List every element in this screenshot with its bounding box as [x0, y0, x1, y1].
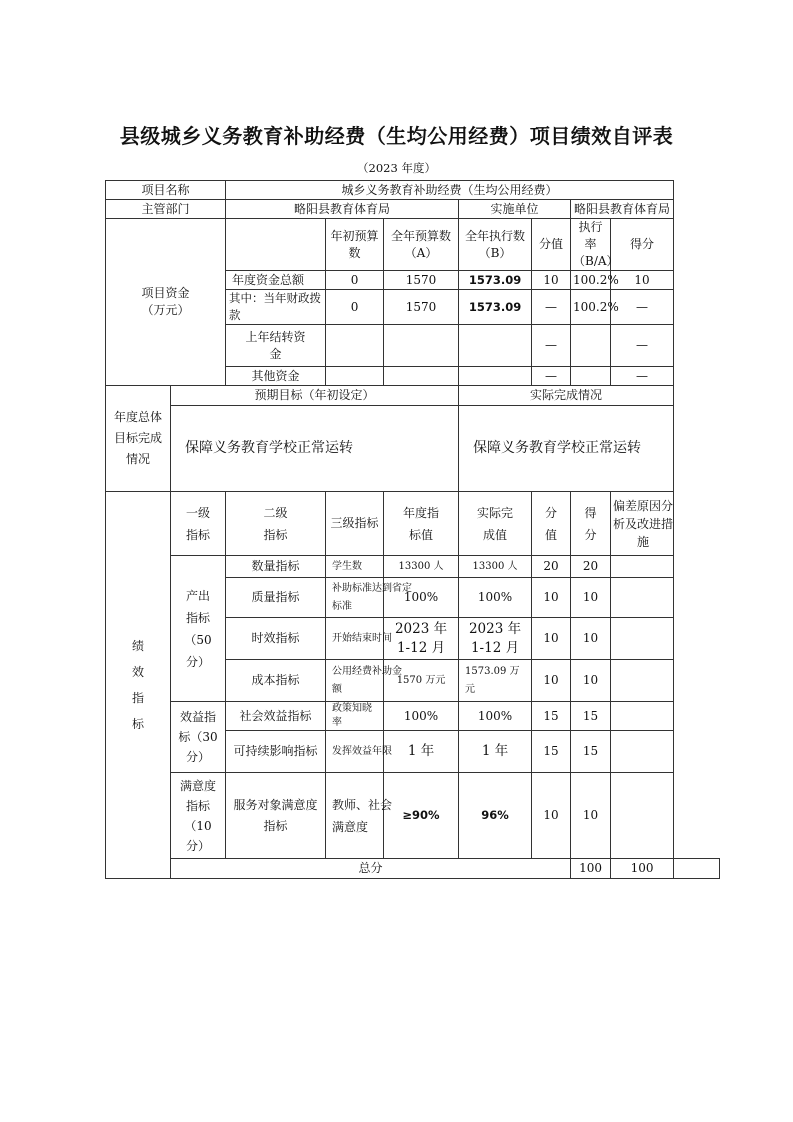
- fund-row-score: 10: [611, 271, 674, 290]
- fund-row-weight: —: [532, 367, 571, 386]
- perf-actual: 1573.09 万元: [459, 660, 532, 702]
- goal-label: 年度总体目标完成情况: [106, 386, 171, 492]
- perf-label: 绩效指标: [106, 492, 171, 879]
- perf-level2: 可持续影响指标: [226, 731, 326, 773]
- perf-level3: 开始结束时间: [326, 618, 384, 660]
- fund-row-name: 其中：当年财政拨款: [226, 290, 326, 325]
- perf-score: 15: [571, 702, 611, 731]
- perf-score: 10: [571, 773, 611, 859]
- fund-row-score: —: [611, 290, 674, 325]
- fund-row-annual: [384, 325, 459, 367]
- perf-score: 15: [571, 731, 611, 773]
- impl-value: 略阳县教育体育局: [571, 200, 674, 219]
- dept-label: 主管部门: [106, 200, 226, 219]
- perf-target: 1570 万元: [384, 660, 459, 702]
- perf-target: 1 年: [384, 731, 459, 773]
- fund-row-name: 其他资金: [226, 367, 326, 386]
- perf-level3: 补助标准达到省定标准: [326, 578, 384, 618]
- evaluation-table: [105, 180, 720, 879]
- fund-row-initial: [326, 367, 384, 386]
- fund-row-score: —: [611, 325, 674, 367]
- perf-target: 100%: [384, 578, 459, 618]
- perf-note: [611, 773, 674, 859]
- project-name-label: 项目名称: [106, 181, 226, 200]
- fund-header-initial: 年初预算数: [326, 219, 384, 271]
- perf-level2: 时效指标: [226, 618, 326, 660]
- perf-actual: 2023 年 1-12 月: [459, 618, 532, 660]
- fund-header-annual: 全年预算数（A）: [384, 219, 459, 271]
- fund-label: 项目资金（万元）: [106, 219, 226, 386]
- fund-row-rate: [571, 325, 611, 367]
- fund-row-initial: 0: [326, 271, 384, 290]
- perf-target: 100%: [384, 702, 459, 731]
- perf-level3: 发挥效益年限: [326, 731, 384, 773]
- perf-level3: 教师、社会满意度: [326, 773, 384, 859]
- perf-level1: 产出指标（50分）: [171, 556, 226, 702]
- perf-level3: 学生数: [326, 556, 384, 578]
- fund-row-executed: 1573.09: [459, 271, 532, 290]
- fund-row-annual: 1570: [384, 271, 459, 290]
- fund-row-executed: 1573.09: [459, 290, 532, 325]
- fund-row-weight: —: [532, 325, 571, 367]
- goal-expected-label: 预期目标（年初设定）: [171, 386, 459, 406]
- fund-row-rate: [571, 367, 611, 386]
- perf-note: [611, 731, 674, 773]
- goal-actual-value: 保障义务教育学校正常运转: [459, 406, 674, 492]
- fund-row-executed: [459, 325, 532, 367]
- perf-score: 10: [571, 660, 611, 702]
- fund-row-annual: [384, 367, 459, 386]
- total-score: 100: [611, 859, 674, 879]
- perf-header-note: 偏差原因分析及改进措施: [611, 492, 674, 556]
- perf-weight: 10: [532, 773, 571, 859]
- fund-header-executed: 全年执行数（B）: [459, 219, 532, 271]
- perf-level2: 质量指标: [226, 578, 326, 618]
- perf-note: [611, 660, 674, 702]
- perf-actual: 1 年: [459, 731, 532, 773]
- perf-weight: 15: [532, 731, 571, 773]
- perf-actual: 100%: [459, 702, 532, 731]
- perf-weight: 20: [532, 556, 571, 578]
- impl-label: 实施单位: [459, 200, 571, 219]
- total-note: [674, 859, 720, 879]
- perf-target: 2023 年 1-12 月: [384, 618, 459, 660]
- perf-header-actual: 实际完成值: [459, 492, 532, 556]
- perf-target: 13300 人: [384, 556, 459, 578]
- fund-header-weight: 分值: [532, 219, 571, 271]
- perf-header-weight: 分值: [532, 492, 571, 556]
- perf-actual: 96%: [459, 773, 532, 859]
- perf-level3: 政策知晓率: [326, 702, 384, 731]
- fund-row-weight: 10: [532, 271, 571, 290]
- total-label: 总分: [171, 859, 571, 879]
- perf-note: [611, 556, 674, 578]
- perf-header-score: 得分: [571, 492, 611, 556]
- fund-header-score: 得分: [611, 219, 674, 271]
- perf-weight: 10: [532, 578, 571, 618]
- year-label: （2023 年度）: [357, 161, 436, 175]
- perf-score: 20: [571, 556, 611, 578]
- perf-level2: 成本指标: [226, 660, 326, 702]
- perf-weight: 15: [532, 702, 571, 731]
- perf-target: ≥90%: [384, 773, 459, 859]
- perf-header-level2: 二级指标: [226, 492, 326, 556]
- perf-score: 10: [571, 618, 611, 660]
- perf-header-level3: 三级指标: [326, 492, 384, 556]
- page-title: 县级城乡义务教育补助经费（生均公用经费）项目绩效自评表: [119, 124, 674, 148]
- fund-row-initial: [326, 325, 384, 367]
- fund-row-name: 年度资金总额: [226, 271, 326, 290]
- perf-level2: 数量指标: [226, 556, 326, 578]
- perf-note: [611, 702, 674, 731]
- perf-actual: 13300 人: [459, 556, 532, 578]
- perf-level2: 社会效益指标: [226, 702, 326, 731]
- perf-header-level1: 一级指标: [171, 492, 226, 556]
- total-weight: 100: [571, 859, 611, 879]
- fund-row-score: —: [611, 367, 674, 386]
- fund-row-initial: 0: [326, 290, 384, 325]
- perf-note: [611, 618, 674, 660]
- perf-weight: 10: [532, 660, 571, 702]
- fund-row-name: 上年结转资金: [226, 325, 326, 367]
- goal-actual-label: 实际完成情况: [459, 386, 674, 406]
- perf-note: [611, 578, 674, 618]
- fund-header-rate: 执行率（B/A）: [571, 219, 611, 271]
- fund-row-executed: [459, 367, 532, 386]
- perf-weight: 10: [532, 618, 571, 660]
- project-name-value: 城乡义务教育补助经费（生均公用经费）: [226, 181, 674, 200]
- fund-row-annual: 1570: [384, 290, 459, 325]
- perf-level1: 效益指标（30分）: [171, 702, 226, 773]
- fund-row-rate: 100.2%: [571, 271, 611, 290]
- perf-actual: 100%: [459, 578, 532, 618]
- fund-row-rate: 100.2%: [571, 290, 611, 325]
- perf-level3: 公用经费补助金额: [326, 660, 384, 702]
- dept-value: 略阳县教育体育局: [226, 200, 459, 219]
- fund-row-weight: —: [532, 290, 571, 325]
- fund-header-blank: [226, 219, 326, 271]
- goal-expected-value: 保障义务教育学校正常运转: [171, 406, 459, 492]
- perf-header-target: 年度指标值: [384, 492, 459, 556]
- perf-level1: 满意度指标（10分）: [171, 773, 226, 859]
- perf-score: 10: [571, 578, 611, 618]
- perf-level2: 服务对象满意度指标: [226, 773, 326, 859]
